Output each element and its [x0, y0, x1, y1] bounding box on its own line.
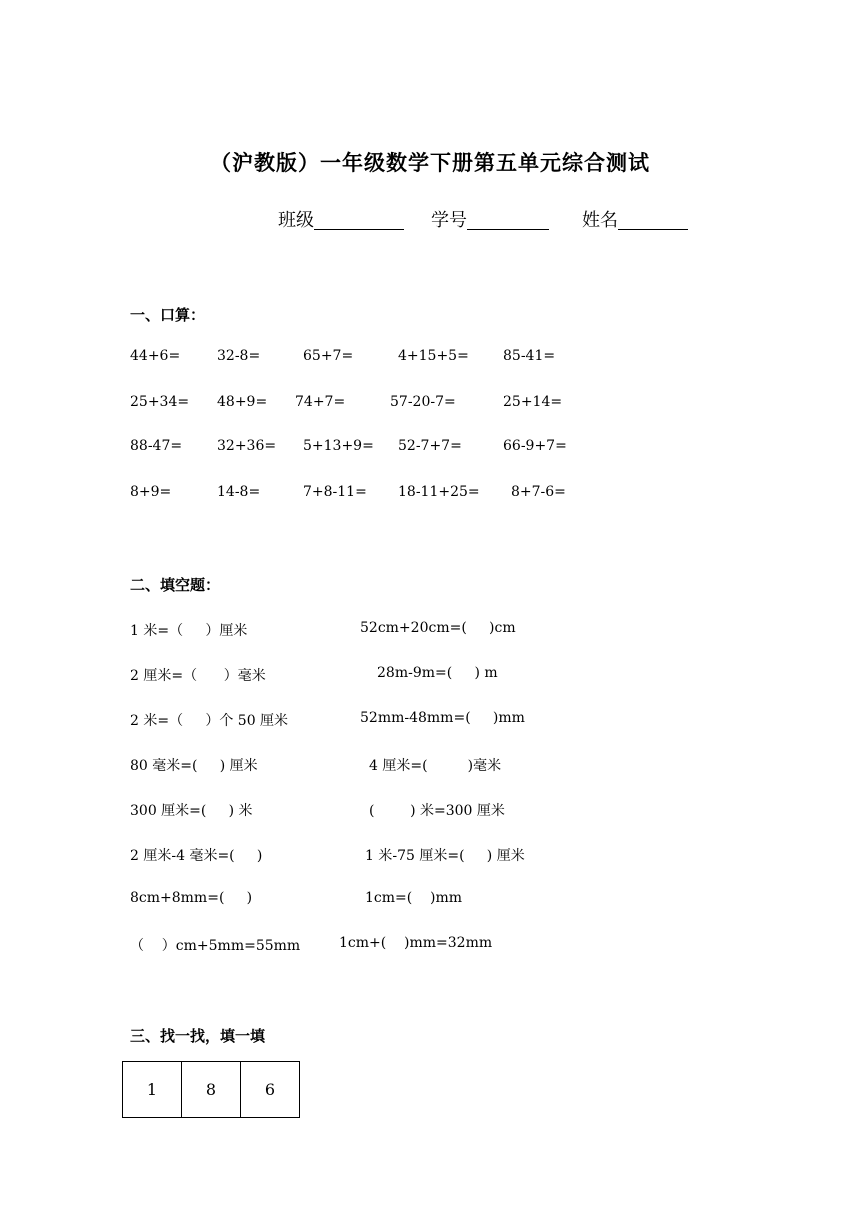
fill-blank-row	[0, 845, 860, 869]
fill-blank-row	[0, 800, 860, 824]
fill-blank-question[interactable]: 300 厘米=( ) 米	[130, 803, 253, 819]
fill-blank-question[interactable]: 2 厘米-4 毫米=( )	[130, 848, 263, 864]
student-number-field[interactable]	[431, 206, 549, 232]
fill-blank-question[interactable]: 2 米=（ ）个 50 厘米	[130, 713, 289, 729]
arithmetic-problem: 48+9=	[217, 394, 268, 410]
class-label: 班级	[278, 210, 314, 231]
fill-blank-question[interactable]: ( ) 米=300 厘米	[369, 803, 505, 819]
document-title: （沪教版）一年级数学下册第五单元综合测试	[210, 151, 650, 175]
arithmetic-problem: 5+13+9=	[303, 438, 374, 454]
digit-card: 1	[123, 1062, 182, 1118]
name-blank[interactable]	[618, 211, 688, 230]
arithmetic-problem: 32+36=	[217, 438, 277, 454]
section-heading-mental-arithmetic: 一、口算：	[130, 306, 206, 324]
fill-blank-question[interactable]: 1cm+( )mm=32mm	[339, 935, 493, 951]
arithmetic-problem: 65+7=	[303, 348, 354, 364]
name-field[interactable]	[582, 206, 688, 232]
fill-blank-question[interactable]: 1cm=( )mm	[365, 890, 463, 906]
student-number-blank[interactable]	[467, 211, 549, 230]
section-heading-fill-in-blanks: 二、填空题：	[130, 576, 221, 594]
arithmetic-problem: 44+6=	[130, 348, 181, 364]
digit-card: 8	[182, 1062, 241, 1118]
class-field[interactable]	[278, 206, 404, 232]
class-blank[interactable]	[314, 211, 404, 230]
arithmetic-row	[0, 484, 860, 508]
fill-blank-question[interactable]: 1 米-75 厘米=( ) 厘米	[365, 848, 525, 864]
arithmetic-row	[0, 348, 860, 372]
fill-blank-question[interactable]: 1 米=（ ）厘米	[130, 623, 248, 639]
fill-blank-question[interactable]: 2 厘米=（ ）毫米	[130, 668, 266, 684]
arithmetic-problem: 52-7+7=	[398, 438, 462, 454]
fill-blank-row	[0, 665, 860, 689]
fill-blank-question[interactable]: 28m-9m=( ) m	[377, 665, 498, 681]
student-number-label: 学号	[431, 210, 467, 231]
arithmetic-problem: 18-11+25=	[398, 484, 480, 500]
section-heading-find-and-fill: 三、找一找，填一填	[130, 1027, 266, 1045]
arithmetic-problem: 57-20-7=	[390, 394, 456, 410]
digit-card: 6	[241, 1062, 300, 1118]
fill-blank-row	[0, 935, 860, 959]
arithmetic-problem: 88-47=	[130, 438, 183, 454]
arithmetic-problem: 8+9=	[130, 484, 172, 500]
arithmetic-problem: 25+34=	[130, 394, 190, 410]
fill-blank-row	[0, 710, 860, 734]
arithmetic-problem: 14-8=	[217, 484, 261, 500]
arithmetic-problem: 32-8=	[217, 348, 261, 364]
name-label: 姓名	[582, 210, 618, 231]
arithmetic-problem: 7+8-11=	[303, 484, 367, 500]
arithmetic-problem: 8+7-6=	[511, 484, 566, 500]
arithmetic-problem: 66-9+7=	[503, 438, 567, 454]
fill-blank-question[interactable]: 52cm+20cm=( )cm	[360, 620, 516, 636]
fill-blank-question[interactable]: 52mm-48mm=( )mm	[360, 710, 525, 726]
arithmetic-row	[0, 438, 860, 462]
fill-blank-question[interactable]: （ ）cm+5mm=55mm	[130, 938, 301, 954]
fill-blank-row	[0, 755, 860, 779]
digit-card-row	[123, 1062, 300, 1118]
fill-blank-row	[0, 620, 860, 644]
fill-blank-question[interactable]: 4 厘米=( )毫米	[369, 758, 502, 774]
arithmetic-problem: 25+14=	[503, 394, 563, 410]
fill-blank-row	[0, 890, 860, 914]
arithmetic-row	[0, 394, 860, 418]
fill-blank-question[interactable]: 8cm+8mm=( )	[130, 890, 253, 906]
arithmetic-problem: 74+7=	[295, 394, 346, 410]
arithmetic-problem: 85-41=	[503, 348, 556, 364]
arithmetic-problem: 4+15+5=	[398, 348, 469, 364]
digit-card-table	[122, 1061, 300, 1118]
fill-blank-question[interactable]: 80 毫米=( ) 厘米	[130, 758, 258, 774]
